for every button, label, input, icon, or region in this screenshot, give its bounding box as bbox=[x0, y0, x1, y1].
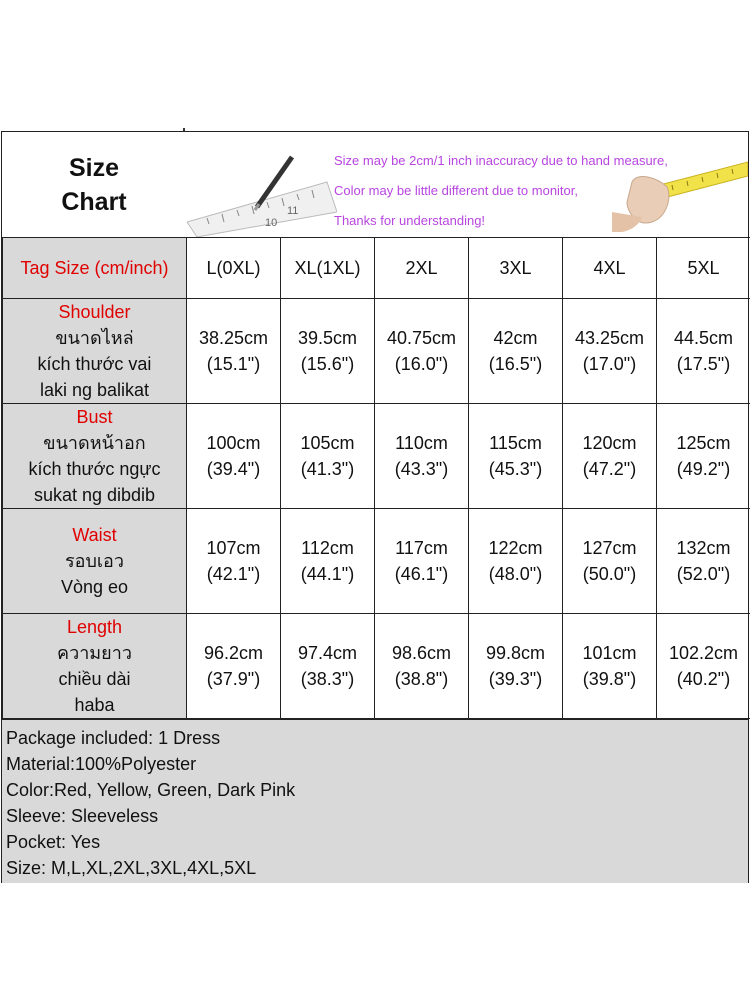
measurement-name: Waist bbox=[72, 525, 117, 545]
table-row bbox=[3, 509, 750, 614]
inch-value: (38.3") bbox=[300, 669, 355, 689]
notice-line: Size may be 2cm/1 inch inaccuracy due to hand measure, bbox=[334, 153, 668, 168]
inch-value: (42.1") bbox=[206, 564, 261, 584]
tag-size-header: Tag Size (cm/inch) bbox=[3, 238, 187, 299]
measurement-translation: ความยาว bbox=[57, 643, 132, 663]
cm-value: 101cm bbox=[582, 643, 637, 663]
measurement-translation: haba bbox=[74, 695, 115, 715]
cm-value: 120cm bbox=[582, 433, 637, 453]
chart-title-line2: Chart bbox=[61, 187, 127, 216]
inch-value: (49.2") bbox=[676, 459, 731, 479]
measurement-translation: kích thước vai bbox=[37, 354, 152, 374]
cm-value: 40.75cm bbox=[386, 328, 457, 348]
info-line: Package included: 1 Dress bbox=[6, 728, 221, 748]
table-cell bbox=[657, 404, 750, 509]
ruler-number-11: 11 bbox=[287, 205, 299, 217]
table-cell bbox=[657, 614, 750, 719]
table-cell bbox=[187, 299, 281, 404]
inch-value: (52.0") bbox=[676, 564, 731, 584]
inch-value: (39.4") bbox=[206, 459, 261, 479]
size-col-header: 4XL bbox=[563, 238, 657, 299]
ruler-number-10: 10 bbox=[265, 217, 278, 229]
inch-value: (48.0") bbox=[488, 564, 543, 584]
cm-value: 43.25cm bbox=[574, 328, 645, 348]
table-row bbox=[3, 404, 750, 509]
cm-value: 110cm bbox=[395, 433, 448, 453]
size-col-header: 5XL bbox=[657, 238, 750, 299]
cm-value: 132cm bbox=[676, 538, 731, 558]
chart-title-line1: Size bbox=[68, 153, 120, 182]
inch-value: (44.1") bbox=[300, 564, 355, 584]
measurement-translation: รอบเอว bbox=[65, 551, 124, 571]
table-cell bbox=[563, 299, 657, 404]
cm-value: 98.6cm bbox=[391, 643, 452, 663]
table-cell bbox=[375, 614, 469, 719]
ruler-pencil-image bbox=[187, 152, 337, 237]
inch-value: (38.8") bbox=[394, 669, 449, 689]
cm-value: 99.8cm bbox=[485, 643, 546, 663]
cm-value: 107cm bbox=[206, 538, 261, 558]
table-cell bbox=[375, 404, 469, 509]
table-cell bbox=[657, 509, 750, 614]
table-cell bbox=[187, 404, 281, 509]
size-col-header: 2XL bbox=[375, 238, 469, 299]
table-cell bbox=[563, 614, 657, 719]
measurement-translation: kích thước ngực bbox=[28, 459, 161, 479]
notice-line: Color may be little different due to monitor, bbox=[334, 183, 578, 198]
measurement-label bbox=[3, 404, 187, 509]
measurement-translation: ขนาดไหล่ bbox=[55, 328, 134, 348]
cm-value: 102.2cm bbox=[668, 643, 739, 663]
cm-value: 100cm bbox=[206, 433, 261, 453]
table-cell bbox=[563, 404, 657, 509]
size-table bbox=[2, 237, 750, 719]
table-header-row bbox=[3, 238, 750, 299]
product-info bbox=[2, 719, 748, 883]
inch-value: (40.2") bbox=[676, 669, 731, 689]
notice-line: Thanks for understanding! bbox=[334, 213, 486, 228]
table-cell bbox=[469, 299, 563, 404]
info-line: Material:100%Polyester bbox=[6, 754, 197, 774]
table-cell bbox=[281, 299, 375, 404]
inch-value: (47.2") bbox=[582, 459, 637, 479]
measurement-label bbox=[3, 509, 187, 614]
cm-value: 125cm bbox=[676, 433, 731, 453]
size-chart bbox=[1, 131, 749, 883]
inch-value: (45.3") bbox=[488, 459, 543, 479]
cm-value: 105cm bbox=[300, 433, 355, 453]
measurement-label bbox=[3, 299, 187, 404]
info-line: Color:Red, Yellow, Green, Dark Pink bbox=[6, 780, 296, 800]
table-row bbox=[3, 614, 750, 719]
measurement-translation: Vòng eo bbox=[60, 577, 129, 597]
table-cell bbox=[281, 614, 375, 719]
size-col-header: 3XL bbox=[469, 238, 563, 299]
measurement-translation: sukat ng dibdib bbox=[33, 485, 156, 505]
info-line: Size: M,L,XL,2XL,3XL,4XL,5XL bbox=[6, 858, 257, 878]
table-cell bbox=[281, 404, 375, 509]
cm-value: 96.2cm bbox=[203, 643, 264, 663]
inch-value: (16.0") bbox=[394, 354, 449, 374]
inch-value: (37.9") bbox=[206, 669, 261, 689]
table-cell bbox=[469, 404, 563, 509]
cm-value: 112cm bbox=[301, 538, 354, 558]
measurement-name: Bust bbox=[76, 407, 113, 427]
table-cell bbox=[563, 509, 657, 614]
info-line: Pocket: Yes bbox=[6, 832, 101, 852]
inch-value: (15.6") bbox=[300, 354, 355, 374]
inch-value: (46.1") bbox=[394, 564, 449, 584]
table-cell bbox=[657, 299, 750, 404]
inch-value: (50.0") bbox=[582, 564, 637, 584]
inch-value: (39.3") bbox=[488, 669, 543, 689]
table-cell bbox=[281, 509, 375, 614]
table-cell bbox=[375, 299, 469, 404]
measurement-translation: ขนาดหน้าอก bbox=[43, 433, 146, 453]
cm-value: 127cm bbox=[582, 538, 637, 558]
table-row bbox=[3, 299, 750, 404]
inch-value: (17.0") bbox=[582, 354, 637, 374]
table-cell bbox=[469, 509, 563, 614]
inch-value: (16.5") bbox=[488, 354, 543, 374]
table-cell bbox=[375, 509, 469, 614]
size-col-header: L(0XL) bbox=[187, 238, 281, 299]
inch-value: (41.3") bbox=[300, 459, 355, 479]
measurement-name: Shoulder bbox=[58, 302, 131, 322]
inch-value: (15.1") bbox=[206, 354, 261, 374]
info-line: Sleeve: Sleeveless bbox=[6, 806, 159, 826]
cm-value: 115cm bbox=[489, 433, 542, 453]
table-cell bbox=[469, 614, 563, 719]
table-cell bbox=[187, 509, 281, 614]
cm-value: 42cm bbox=[493, 328, 538, 348]
measurement-label bbox=[3, 614, 187, 719]
table-cell bbox=[187, 614, 281, 719]
cm-value: 39.5cm bbox=[297, 328, 358, 348]
inch-value: (43.3") bbox=[394, 459, 449, 479]
size-col-header: XL(1XL) bbox=[281, 238, 375, 299]
chart-header bbox=[2, 132, 748, 238]
inch-value: (17.5") bbox=[676, 354, 731, 374]
cm-value: 38.25cm bbox=[198, 328, 269, 348]
cm-value: 117cm bbox=[395, 538, 448, 558]
measurement-name: Length bbox=[66, 617, 123, 637]
measuring-tape-hand-image bbox=[612, 142, 748, 232]
chart-title bbox=[2, 132, 186, 237]
cm-value: 97.4cm bbox=[297, 643, 358, 663]
measurement-translation: chiều dài bbox=[58, 669, 131, 689]
measurement-translation: laki ng balikat bbox=[39, 380, 150, 400]
cm-value: 122cm bbox=[488, 538, 543, 558]
inch-value: (39.8") bbox=[582, 669, 637, 689]
cm-value: 44.5cm bbox=[673, 328, 734, 348]
